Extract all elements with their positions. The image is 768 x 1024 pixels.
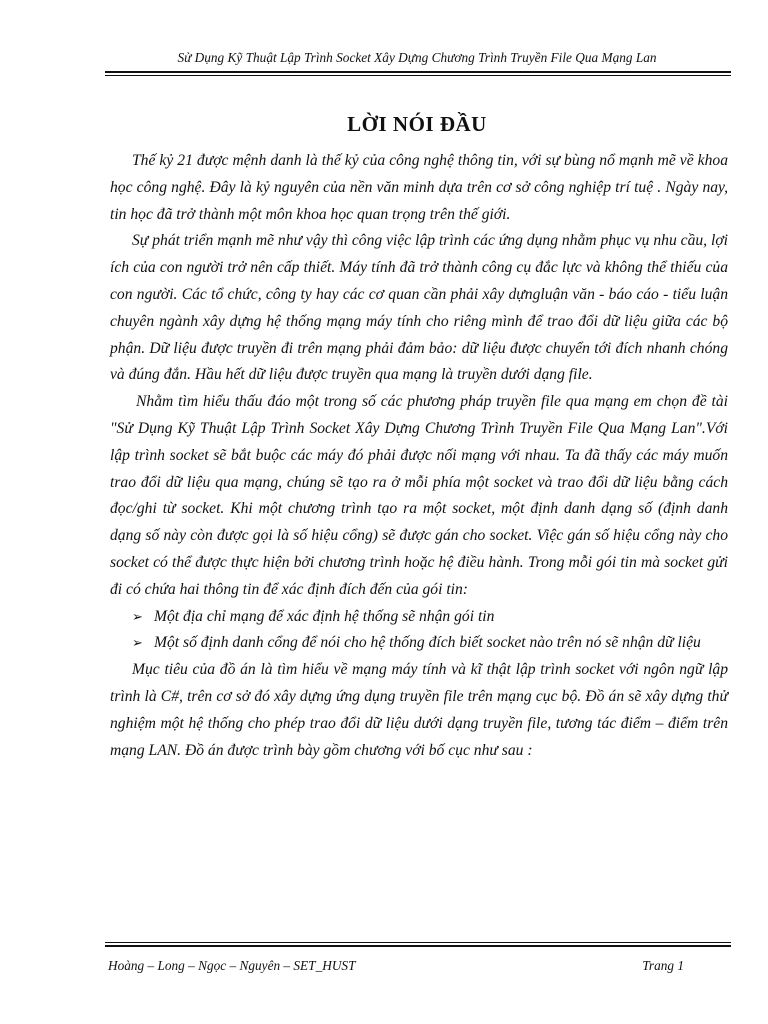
running-header: Sử Dụng Kỹ Thuật Lập Trình Socket Xây Dựng Chương Trình Truyền File Qua Mạng Lan <box>177 50 657 65</box>
page-title: LỜI NÓI ĐẦU <box>347 112 487 136</box>
body-text <box>110 148 728 764</box>
paragraph-2: Sự phát triển mạnh mẽ như vậy thì công việc lập trình các ứng dụng nhằm phục vụ nhu cầu, lợi ích của con người trở nên cấp thiết. Máy tính đã trở thành công cụ đắc lực và không thể thiếu của con người. Các tổ chức, công ty hay các cơ quan cần phải xây dựngluận văn - báo cáo - tiểu luận chuyên ngành xây dựng hệ thống mạng máy tính cho riêng mình để trao đổi dữ liệu giữa các bộ phận. Dữ liệu được truyền đi trên mạng phải đảm bảo: dữ liệu được chuyển tới đích nhanh chóng và đúng đắn. Hầu hết dữ liệu được truyền qua mạng là truyền dưới dạng file. <box>110 232 728 384</box>
bullet-item <box>110 604 728 631</box>
page-number: Trang 1 <box>642 958 684 973</box>
footer-authors: Hoàng – Long – Ngọc – Nguyên – SET_HUST <box>108 958 356 973</box>
footer-rule <box>105 942 731 947</box>
paragraph-3: Nhằm tìm hiểu thấu đáo một trong số các phương pháp truyền file qua mạng em chọn đề tài "Sử Dụng Kỹ Thuật Lập Trình Socket Xây Dựng Chương Trình Truyền File Qua Mạng Lan".Với lập trình socket sẽ bắt buộc các máy đó phải được nối mạng với nhau. Ta đã thấy các máy muốn trao đổi dữ liệu qua mạng, chúng sẽ tạo ra ở mỗi phía một socket và trao đổi dữ liệu bằng cách đọc/ghi từ socket. Khi một chương trình tạo ra một socket, một định danh dạng số (định danh dạng số này còn được gọi là số hiệu cổng) sẽ được gán cho socket. Việc gán số hiệu cổng này cho socket có thể được thực hiện bởi chương trình hoặc hệ điều hành. Trong mỗi gói tin mà socket gửi đi có chứa hai thông tin để xác định đích đến của gói tin: <box>110 393 728 598</box>
bullet-text: Một địa chỉ mạng để xác định hệ thống sẽ nhận gói tin <box>154 607 495 625</box>
bullet-item <box>110 630 728 657</box>
bullet-text: Một số định danh cổng để nói cho hệ thống đích biết socket nào trên nó sẽ nhận dữ liệu <box>154 634 701 652</box>
paragraph-4: Mục tiêu của đồ án là tìm hiểu về mạng máy tính và kĩ thật lập trình socket với ngôn ngữ lập trình là C#, trên cơ sở đó xây dựng ứng dụng truyền file trên mạng cục bộ. Đồ án sẽ xây dựng thử nghiệm một hệ thống cho phép trao đổi dữ liệu dưới dạng truyền file, tương tác điểm – điểm trên mạng LAN. Đồ án được trình bày gồm chương với bố cục như sau : <box>110 661 728 759</box>
bullet-list <box>110 604 728 658</box>
header-rule <box>105 71 731 76</box>
paragraph-1: Thế kỷ 21 được mệnh danh là thế kỷ của công nghệ thông tin, với sự bùng nổ mạnh mẽ về khoa học công nghệ. Đây là kỷ nguyên của nền văn minh dựa trên cơ sở công nghiệp trí tuệ . Ngày nay, tin học đã trở thành một môn khoa học quan trọng trên thế giới. <box>110 152 728 223</box>
arrow-bullet-icon: ➢ <box>132 608 143 624</box>
arrow-bullet-icon: ➢ <box>132 635 143 651</box>
